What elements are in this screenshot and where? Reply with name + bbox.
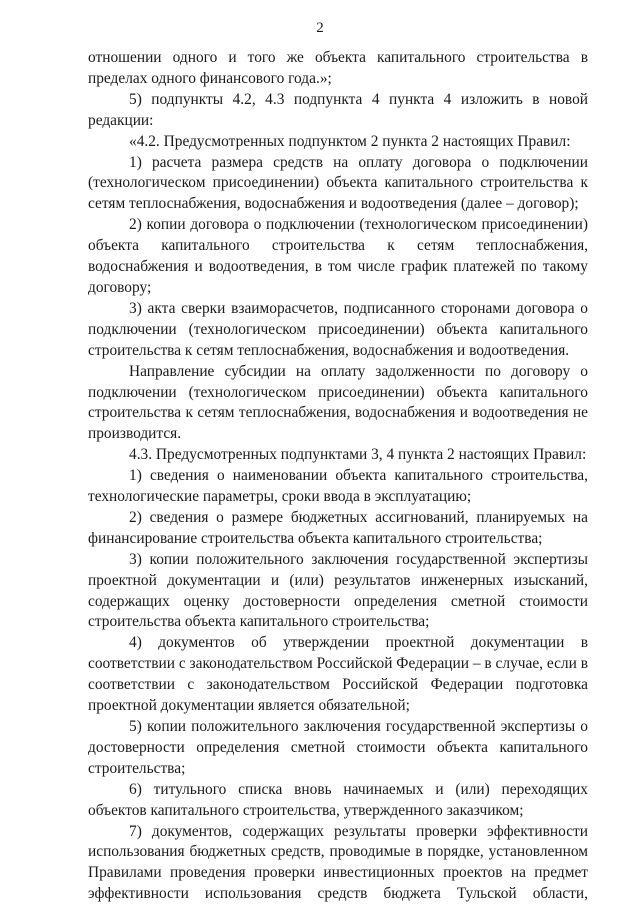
paragraph: 4.3. Предусмотренных подпунктами 3, 4 пункта 2 настоящих Правил: xyxy=(129,446,587,464)
paragraph: 1) расчета размера средств на оплату договора о подключении (технологическом присоединении) объекта капитального строительства к сетям теплоснабжения, водоснабжения и водоотведения (далее – договор); xyxy=(88,153,588,213)
page-number: 2 xyxy=(316,20,324,36)
paragraph: 5) подпункты 4.2, 4.3 подпункта 4 пункта 4 изложить в новой редакции: xyxy=(88,90,588,129)
paragraph: 2) сведения о размере бюджетных ассигнований, планируемых на финансирование строительства объекта капитального строительства; xyxy=(88,508,588,547)
paragraph: 1) сведения о наименовании объекта капитального строительства, технологические параметры, сроки ввода в эксплуатацию; xyxy=(88,467,588,506)
paragraph: 7) документов, содержащих результаты проверки эффективности использования бюджетных средств, проводимые в порядке, установленном Правилами проведения проверки инвестиционных проектов на предмет эффективности использования средств бюджета Тульской области, xyxy=(88,822,588,903)
paragraph: 5) копии положительного заключения государственной экспертизы о достоверности определения сметной стоимости объекта капитального строительства; xyxy=(88,718,588,777)
paragraph: 3) акта сверки взаиморасчетов, подписанного сторонами договора о подключении (технологическом присоединении) объекта капитального строительства к сетям теплоснабжения, водоснабжения и водоотведения. xyxy=(88,299,588,359)
paragraph: 3) копии положительного заключения государственной экспертизы проектной документации и (или) результатов инженерных изысканий, содержащих оценку достоверности определения сметной стоимости строительства объекта капитального строительства; xyxy=(88,550,588,631)
paragraph: 2) копии договора о подключении (технологическом присоединении) объекта капитального строительства к сетям теплоснабжения, водоснабжения и водоотведения, в том числе график платежей по такому договору; xyxy=(88,216,588,296)
paragraph: Направление субсидии на оплату задолженности по договору о подключении (технологическом присоединении) объекта капитального строительства к сетям теплоснабжения, водоснабжения и водоотведения не производится. xyxy=(88,362,588,443)
paragraph: «4.2. Предусмотренных подпунктом 2 пункта 2 настоящих Правил: xyxy=(129,132,571,150)
document-body xyxy=(88,48,588,905)
paragraph: отношении одного и того же объекта капитального строительства в пределах одного финансового года.»; xyxy=(88,49,588,87)
paragraph: 6) титульного списка вновь начинаемых и (или) переходящих объектов капитального строительства, утвержденного заказчиком; xyxy=(88,780,588,819)
paragraph: 4) документов об утверждении проектной документации в соответствии с законодательством Российской Федерации – в случае, если в соответствии с законодательством Российской Федерации подготовка проектной документации является обязательной; xyxy=(88,634,588,715)
